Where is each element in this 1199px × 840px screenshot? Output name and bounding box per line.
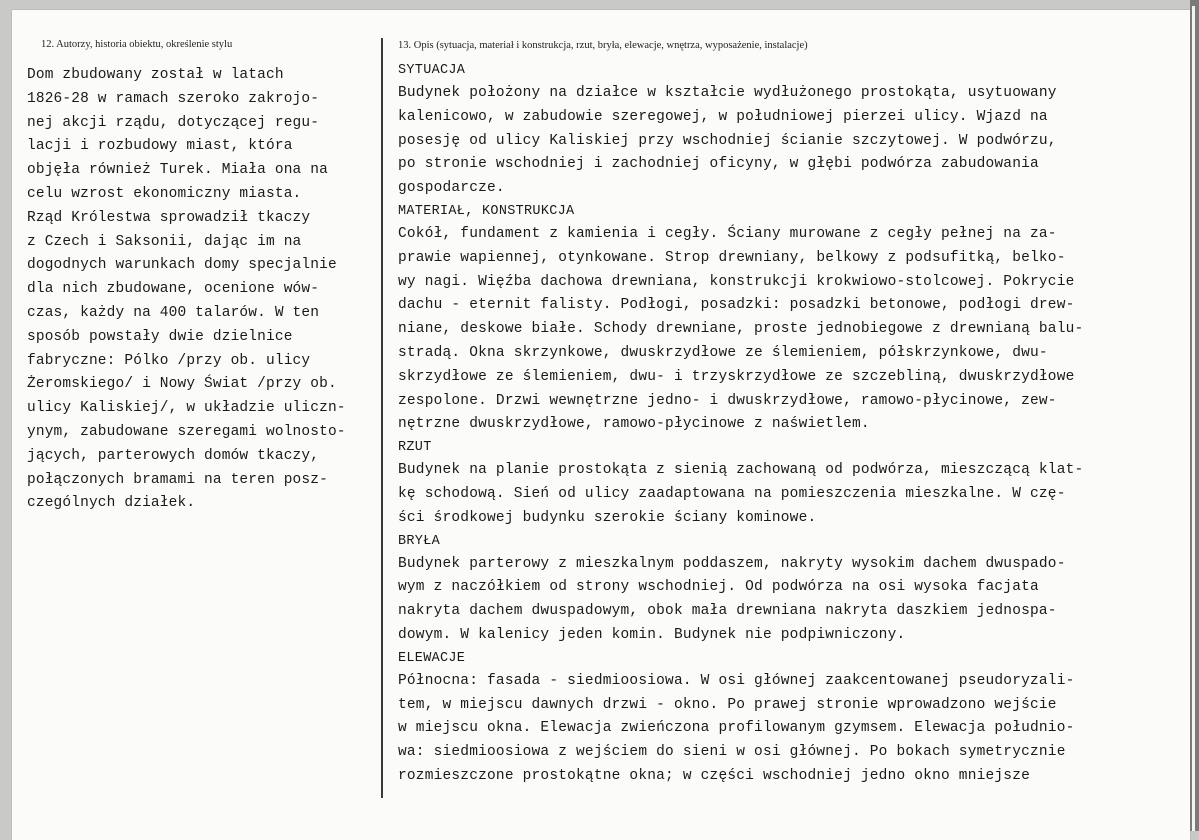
description-line: posesję od ulicy Kaliskiej przy wschodniej ścianie szczytowej. W podwórzu,: [398, 132, 1057, 149]
history-line: jących, parterowych domów tkaczy,: [27, 447, 320, 464]
description-line: prawie wapiennej, otynkowane. Strop drewniany, belkowy z podsufitką, belko-: [398, 249, 1066, 266]
right-column-header: 13. Opis (sytuacja, materiał i konstrukcja, rzut, bryła, elewacje, wnętrza, wyposażenie, instalacje): [398, 40, 808, 51]
history-line: fabryczne: Pólko /przy ob. ulicy: [27, 352, 311, 369]
description-line: Cokół, fundament z kamienia i cegły. Ściany murowane z cegły pełnej na za-: [398, 225, 1057, 242]
column-divider: [381, 38, 383, 798]
history-line: dogodnych warunkach domy specjalnie: [27, 257, 337, 274]
description-line: dachu - eternit falisty. Podłogi, posadzki: posadzki betonowe, podłogi drew-: [398, 297, 1075, 314]
description-line: kalenicowo, w zabudowie szeregowej, w południowej pierzei ulicy. Wjazd na: [398, 108, 1048, 125]
description-line: Budynek na planie prostokąta z sienią zachowaną od podwórza, mieszczącą klat-: [398, 462, 1084, 479]
history-line: lacji i rozbudowy miast, która: [27, 138, 293, 155]
history-line: Żeromskiego/ i Nowy Świat /przy ob.: [27, 376, 337, 393]
left-column-header: 12. Autorzy, historia obiektu, określenie stylu: [41, 39, 233, 50]
description-line: Budynek położony na działce w kształcie wydłużonego prostokąta, usytuowany: [398, 85, 1057, 101]
description-line: nakryta dachem dwuspadowym, obok mała drewniana nakryta daszkiem jednospa-: [398, 603, 1057, 620]
history-line: połączonych bramami na teren posz-: [27, 471, 328, 488]
description-line: nętrzne dwuskrzydłowe, ramowo-płycinowe z naświetlem.: [398, 416, 870, 433]
history-text: [27, 64, 346, 516]
history-line: Rząd Królestwa sprowadził tkaczy: [27, 209, 311, 226]
description-line: tem, w miejscu dawnych drzwi - okno. Po prawej stronie wprowadzono wejście: [398, 696, 1057, 713]
history-line: nej akcji rządu, dotyczącej regu-: [27, 114, 320, 131]
description-line: skrzydłowe ze ślemieniem, dwu- i trzyskrzydłowe ze szczebliną, dwuskrzydłowe: [398, 368, 1075, 385]
description-line: gospodarcze.: [398, 180, 505, 197]
description-line: rozmieszczone prostokątne okna; w części wschodniej jedno okno mniejsze: [398, 767, 1031, 784]
history-line: dla nich zbudowane, ocenione wów-: [27, 281, 320, 298]
history-line: celu wzrost ekonomiczny miasta.: [27, 185, 302, 202]
history-line: objęła również Turek. Miała ona na: [27, 162, 328, 179]
description-line: ści środkowej budynku szerokie ściany kominowe.: [398, 509, 817, 526]
description-line: Budynek parterowy z mieszkalnym poddaszem, nakryty wysokim dachem dwuspado-: [398, 555, 1066, 572]
history-line: Dom zbudowany został w latach: [27, 67, 284, 83]
history-line: czególnych działek.: [27, 495, 196, 512]
history-line: 1826-28 w ramach szeroko zakrojo-: [27, 90, 320, 107]
description-line: stradą. Okna skrzynkowe, dwuskrzydłowe ze ślemieniem, półskrzynkowe, dwu-: [398, 344, 1048, 361]
section-heading: SYTUACJA: [398, 63, 466, 78]
section-heading: MATERIAŁ, KONSTRUKCJA: [398, 203, 575, 219]
description-line: wy nagi. Więźba dachowa drewniana, konstrukcji krokwiowo-stolcowej. Pokrycie: [398, 273, 1075, 290]
description-line: po stronie wschodniej i zachodniej oficyny, w głębi podwórza zabudowania: [398, 156, 1039, 173]
description-line: dowym. W kalenicy jeden komin. Budynek nie podpiwniczony.: [398, 626, 906, 643]
history-line: z Czech i Saksonii, dając im na: [27, 233, 302, 250]
description-line: wym z naczółkiem od strony wschodniej. Od podwórza na osi wysoka facjata: [398, 579, 1039, 596]
page-edge-highlight: [1192, 6, 1195, 831]
description-line: zespolone. Drzwi wewnętrzne jedno- i dwuskrzydłowe, ramowo-płycinowe, zew-: [398, 392, 1057, 409]
description-line: w miejscu okna. Elewacja zwieńczona profilowanym gzymsem. Elewacja południo-: [398, 720, 1075, 737]
description-text: [398, 60, 1083, 789]
section-heading: ELEWACJE: [398, 650, 466, 666]
history-line: ynym, zabudowane szeregami wolnosto-: [27, 423, 346, 440]
history-line: czas, każdy na 400 talarów. W ten: [27, 304, 320, 321]
history-line: sposób powstały dwie dzielnice: [27, 328, 293, 345]
description-line: Północna: fasada - siedmioosiowa. W osi głównej zaakcentowanej pseudoryzali-: [398, 672, 1075, 689]
description-line: wa: siedmioosiowa z wejściem do sieni w osi głównej. Po bokach symetrycznie: [398, 744, 1066, 761]
section-heading: RZUT: [398, 440, 432, 456]
description-line: kę schodową. Sień od ulicy zaadaptowana na pomieszczenia mieszkalne. W czę-: [398, 485, 1066, 502]
description-line: niane, deskowe białe. Schody drewniane, proste jednobiegowe z drewnianą balu-: [398, 321, 1084, 338]
section-heading: BRYŁA: [398, 533, 441, 549]
history-line: ulicy Kaliskiej/, w układzie uliczn-: [27, 400, 346, 417]
